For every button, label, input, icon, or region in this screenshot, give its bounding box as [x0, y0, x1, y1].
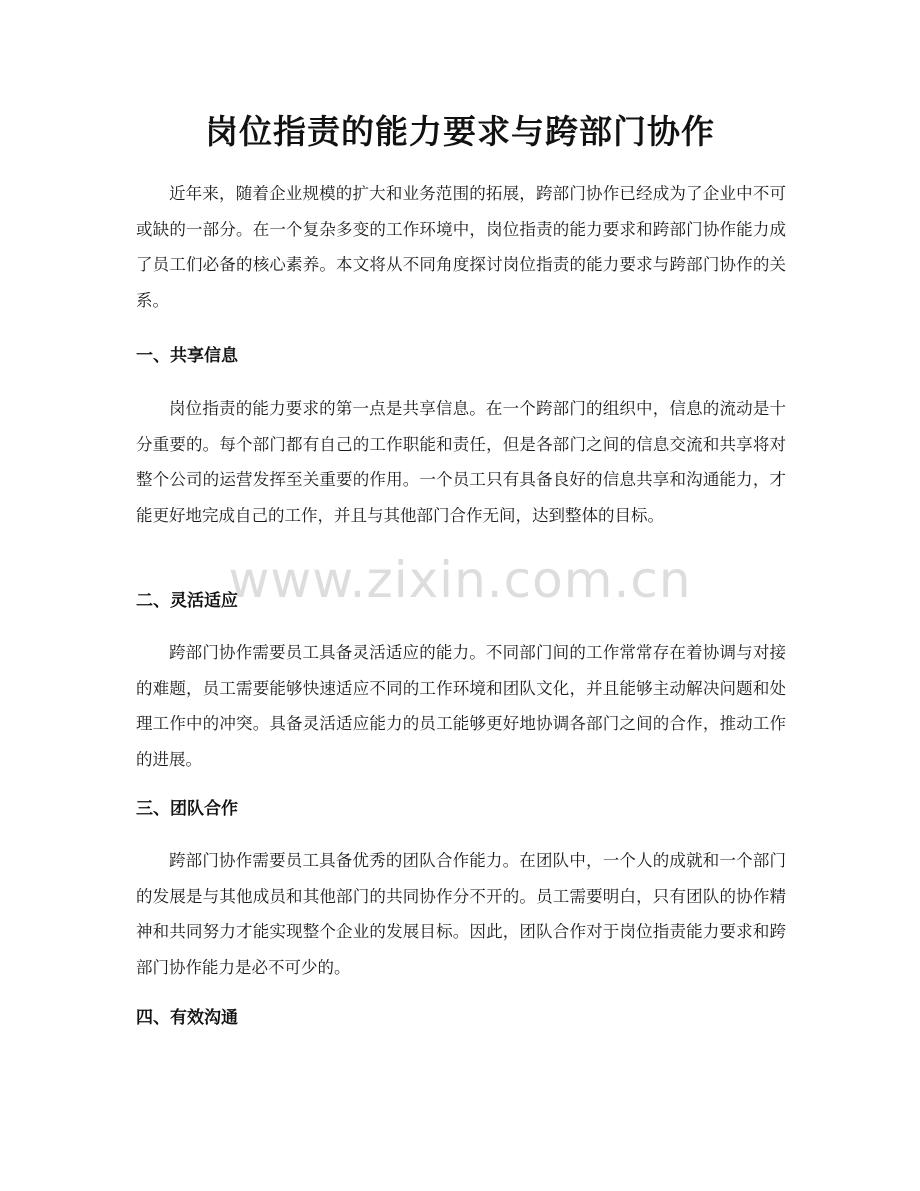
section-heading: 四、有效沟通 — [136, 1008, 238, 1028]
watermark: www.zixin.com.cn — [228, 551, 692, 609]
section-1-body-wrap — [136, 391, 786, 533]
section-paragraph: 跨部门协作需要员工具备优秀的团队合作能力。在团队中，一个人的成就和一个部门的发展是与其他成员和其他部门的共同协作分不开的。员工需要明白，只有团队的协作精神和共同努力才能实现整个企业的发展目标。因此，团队合作对于岗位指责能力要求和跨部门协作能力是必不可少的。 — [136, 851, 786, 977]
section-4-heading-wrap — [136, 1004, 786, 1032]
page-title: 岗位指责的能力要求与跨部门协作 — [205, 112, 715, 151]
section-heading: 二、灵活适应 — [136, 591, 238, 611]
section-2-heading-wrap — [136, 587, 786, 615]
intro-paragraph: 近年来，随着企业规模的扩大和业务范围的拓展，跨部门协作已经成为了企业中不可或缺的一部分。在一个复杂多变的工作环境中，岗位指责的能力要求和跨部门协作能力成了员工们必备的核心素养。本文将从不同角度探讨岗位指责的能力要求与跨部门协作的关系。 — [136, 184, 786, 310]
section-paragraph: 岗位指责的能力要求的第一点是共享信息。在一个跨部门的组织中，信息的流动是十分重要的。每个部门都有自己的工作职能和责任，但是各部门之间的信息交流和共享将对整个公司的运营发挥至关重要的作用。一个员工只有具备良好的信息共享和沟通能力，才能更好地完成自己的工作，并且与其他部门合作无间，达到整体的目标。 — [136, 399, 786, 525]
section-2-body-wrap — [136, 635, 786, 777]
section-3-heading-wrap — [136, 795, 786, 823]
section-paragraph: 跨部门协作需要员工具备灵活适应的能力。不同部门间的工作常常存在着协调与对接的难题，员工需要能够快速适应不同的工作环境和团队文化，并且能够主动解决问题和处理工作中的冲突。具备灵活适应能力的员工能够更好地协调各部门之间的合作，推动工作的进展。 — [136, 643, 786, 769]
section-3-body-wrap — [136, 843, 786, 985]
section-heading: 三、团队合作 — [136, 799, 238, 819]
intro-section — [136, 176, 786, 318]
section-1-heading-wrap — [136, 342, 786, 370]
section-heading: 一、共享信息 — [136, 346, 238, 366]
